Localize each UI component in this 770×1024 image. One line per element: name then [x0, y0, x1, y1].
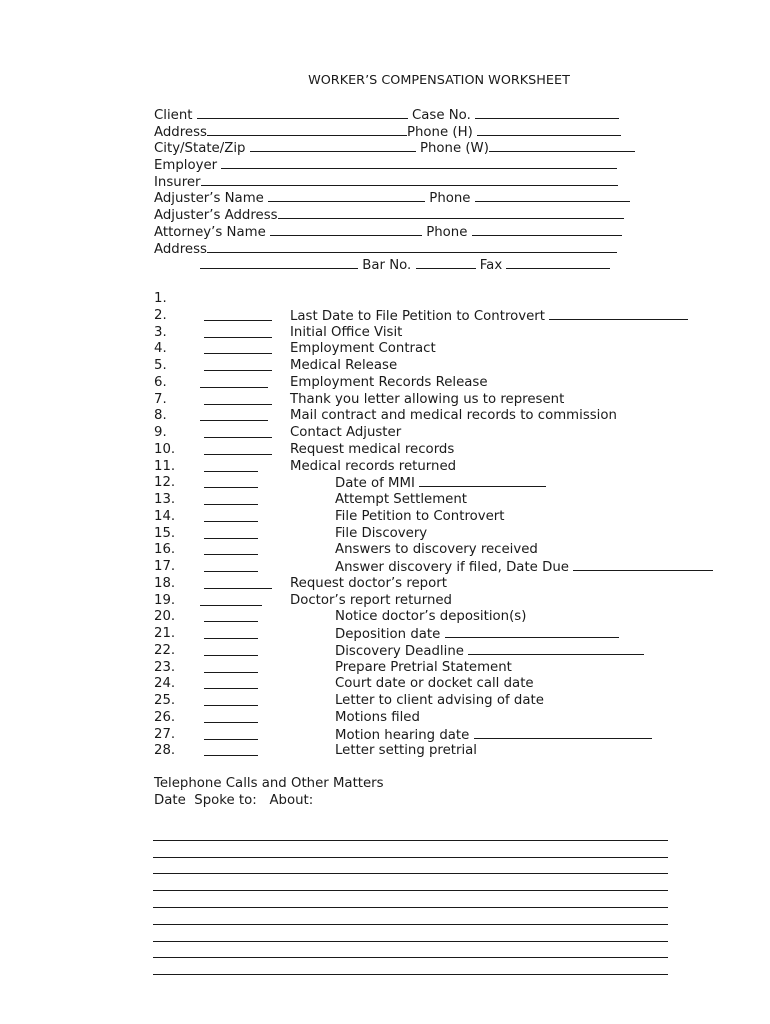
note-line[interactable] — [153, 958, 668, 975]
item-text — [335, 626, 619, 642]
address-label: Address — [154, 124, 207, 140]
item-label: Employment Records Release — [290, 374, 488, 390]
item-date-field[interactable] — [474, 727, 652, 739]
date-blank[interactable] — [204, 676, 258, 689]
note-line[interactable] — [153, 874, 668, 891]
client-row — [154, 107, 674, 124]
telephone-section — [154, 776, 384, 809]
item-text — [335, 475, 546, 491]
item-text — [290, 358, 397, 373]
item-number: 25. — [154, 693, 176, 708]
date-blank[interactable] — [204, 475, 258, 488]
item-label: Notice doctor’s deposition(s) — [335, 609, 527, 625]
date-blank[interactable] — [204, 308, 272, 321]
item-text — [335, 710, 420, 725]
checklist-item — [154, 727, 754, 744]
item-number: 17. — [154, 559, 176, 574]
item-text — [290, 425, 401, 440]
item-label: Request medical records — [290, 441, 455, 457]
note-line[interactable] — [153, 925, 668, 942]
item-number: 15. — [154, 525, 176, 541]
attorney-phone-field[interactable] — [472, 224, 622, 236]
checklist-item — [154, 626, 754, 643]
item-date-field[interactable] — [549, 308, 688, 320]
date-blank[interactable] — [204, 643, 258, 656]
item-text — [335, 743, 477, 758]
item-label: File Petition to Controvert — [335, 508, 505, 524]
insurer-row — [154, 174, 674, 191]
date-blank[interactable] — [204, 492, 258, 505]
item-text — [335, 693, 544, 708]
item-label: Medical Release — [290, 358, 398, 373]
date-blank[interactable] — [204, 509, 258, 522]
item-number: 14. — [154, 508, 176, 524]
item-text — [290, 576, 447, 591]
checklist-item — [154, 609, 754, 626]
item-text — [335, 509, 504, 524]
item-number: 3. — [154, 324, 167, 340]
item-text — [335, 609, 526, 624]
item-number: 22. — [154, 642, 176, 658]
item-text — [335, 727, 652, 743]
date-column-label: Date — [154, 792, 186, 808]
item-label: Employment Contract — [290, 341, 436, 357]
employer-label: Employer — [154, 158, 218, 174]
date-blank[interactable] — [204, 341, 272, 354]
adjuster-phone-field[interactable] — [475, 190, 630, 202]
checklist-item — [154, 559, 754, 576]
item-text — [335, 492, 467, 507]
checklist-item — [154, 375, 754, 392]
item-number: 13. — [154, 492, 176, 507]
item-date-field[interactable] — [419, 475, 546, 487]
checklist-item — [154, 509, 754, 526]
checklist — [154, 291, 754, 760]
item-text — [335, 542, 538, 557]
item-number: 20. — [154, 609, 176, 625]
date-blank[interactable] — [204, 526, 258, 539]
client-label: Client — [154, 108, 193, 123]
date-blank[interactable] — [204, 392, 272, 405]
item-label: Contact Adjuster — [290, 425, 402, 440]
date-blank[interactable] — [200, 375, 268, 388]
item-text — [335, 660, 512, 675]
date-blank[interactable] — [204, 425, 272, 438]
adjuster-address-label: Adjuster’s Address — [154, 208, 278, 224]
attorney-name-field[interactable] — [270, 224, 422, 236]
item-text — [290, 341, 436, 356]
item-date-field[interactable] — [468, 643, 644, 655]
item-number: 12. — [154, 475, 176, 491]
employer-row — [154, 157, 674, 174]
telephone-lines — [153, 824, 668, 975]
bar-line-field[interactable] — [200, 257, 358, 269]
bar-fax-row — [154, 257, 674, 274]
item-number: 28. — [154, 743, 176, 759]
item-label: Letter setting pretrial — [335, 743, 477, 759]
spoke-column-label: Spoke to: — [194, 792, 257, 808]
item-text — [290, 375, 488, 390]
item-label: Attempt Settlement — [335, 492, 468, 507]
item-number: 27. — [154, 726, 176, 742]
item-number: 11. — [154, 458, 176, 474]
fax-field[interactable] — [506, 257, 610, 269]
city-field[interactable] — [250, 140, 416, 152]
adjuster-name-field[interactable] — [268, 190, 425, 202]
date-blank[interactable] — [204, 542, 258, 555]
telephone-columns — [154, 793, 384, 810]
note-line[interactable] — [153, 841, 668, 858]
item-label: Date of MMI — [335, 476, 415, 492]
item-label: Doctor’s report returned — [290, 592, 452, 608]
adjuster-name-label: Adjuster’s Name — [154, 191, 264, 207]
checklist-item — [154, 341, 754, 358]
header-fields — [154, 107, 674, 274]
date-blank[interactable] — [204, 442, 272, 455]
date-blank[interactable] — [204, 358, 272, 371]
item-number: 8. — [154, 408, 167, 424]
checklist-item — [154, 492, 754, 509]
bar-no-field[interactable] — [416, 257, 476, 269]
item-label: Last Date to File Petition to Controvert — [290, 308, 545, 324]
item-label: Answer discovery if filed, Date Due — [335, 560, 569, 575]
checklist-item — [154, 542, 754, 559]
item-number: 5. — [154, 358, 167, 373]
item-label: Mail contract and medical records to commission — [290, 408, 617, 424]
checklist-item — [154, 526, 754, 543]
phone-h-field[interactable] — [477, 124, 621, 136]
phone-w-field[interactable] — [489, 140, 635, 152]
item-label: Medical records returned — [290, 458, 457, 474]
checklist-item — [154, 743, 754, 760]
item-label: File Discovery — [335, 525, 428, 541]
item-number: 19. — [154, 592, 176, 608]
attorney-address-field[interactable] — [207, 241, 617, 253]
checklist-item — [154, 576, 754, 593]
item-label: Court date or docket call date — [335, 676, 534, 692]
item-number: 21. — [154, 626, 176, 641]
date-blank[interactable] — [204, 660, 258, 673]
date-blank[interactable] — [204, 609, 258, 622]
date-blank[interactable] — [204, 710, 258, 723]
item-number: 24. — [154, 676, 176, 692]
date-blank[interactable] — [200, 593, 262, 606]
checklist-item — [154, 693, 754, 710]
checklist-item — [154, 325, 754, 342]
item-text — [290, 459, 456, 474]
date-blank[interactable] — [204, 727, 258, 740]
checklist-item — [154, 710, 754, 727]
item-number: 10. — [154, 441, 176, 457]
adjuster-address-field[interactable] — [278, 207, 624, 219]
item-number: 9. — [154, 425, 167, 440]
phone-w-label: Phone (W) — [419, 141, 489, 157]
address-field[interactable] — [207, 124, 407, 136]
client-field[interactable] — [197, 107, 408, 119]
page-title: WORKER’S COMPENSATION WORKSHEET — [308, 73, 570, 88]
bar-no-label: Bar No. — [362, 258, 412, 274]
checklist-item — [154, 392, 754, 409]
item-label: Letter to client advising of date — [335, 693, 544, 708]
insurer-field[interactable] — [201, 174, 618, 186]
attorney-address-row — [154, 241, 674, 258]
checklist-item — [154, 643, 754, 660]
item-text — [335, 559, 713, 575]
checklist-item — [154, 459, 754, 476]
fax-label: Fax — [479, 258, 503, 274]
item-date-field[interactable] — [445, 626, 619, 638]
phone-h-label: Phone (H) — [406, 124, 473, 140]
date-blank[interactable] — [204, 743, 258, 756]
checklist-item — [154, 358, 754, 375]
checklist-item — [154, 442, 754, 459]
note-line[interactable] — [153, 908, 668, 925]
item-text — [290, 392, 564, 407]
checklist-item — [154, 593, 754, 610]
item-number: 18. — [154, 575, 176, 591]
note-line[interactable] — [153, 858, 668, 875]
adjuster-address-row — [154, 207, 674, 224]
item-label: Motion hearing date — [335, 727, 470, 743]
checklist-item — [154, 660, 754, 677]
item-text — [290, 308, 688, 324]
item-number: 16. — [154, 542, 176, 558]
attorney-phone-label: Phone — [426, 224, 468, 240]
item-number: 2. — [154, 307, 167, 323]
date-blank[interactable] — [204, 325, 272, 338]
item-number: 26. — [154, 709, 176, 725]
item-text — [290, 325, 402, 340]
city-label: City/State/Zip — [154, 141, 246, 157]
attorney-name-row — [154, 224, 674, 241]
date-blank[interactable] — [204, 626, 258, 639]
insurer-label: Insurer — [154, 174, 201, 190]
checklist-item — [154, 291, 754, 308]
about-column-label: About: — [269, 792, 314, 808]
item-label: Motions filed — [335, 709, 420, 725]
date-blank[interactable] — [204, 459, 258, 472]
checklist-item — [154, 475, 754, 492]
item-number: 6. — [154, 374, 167, 390]
telephone-heading: Telephone Calls and Other Matters — [154, 776, 384, 791]
item-text — [290, 408, 617, 423]
item-label: Answers to discovery received — [335, 542, 538, 558]
note-line[interactable] — [153, 942, 668, 959]
checklist-item — [154, 308, 754, 325]
case-no-label: Case No. — [411, 108, 471, 123]
date-blank[interactable] — [204, 693, 258, 706]
date-blank[interactable] — [200, 408, 268, 421]
item-number: 1. — [154, 291, 167, 306]
item-number: 4. — [154, 341, 167, 357]
item-number: 7. — [154, 391, 167, 407]
item-label: Deposition date — [335, 627, 441, 642]
item-label: Request doctor’s report — [290, 575, 447, 591]
date-blank[interactable] — [204, 559, 258, 572]
attorney-name-label: Attorney’s Name — [154, 224, 266, 240]
note-line[interactable] — [153, 891, 668, 908]
city-row — [154, 140, 674, 157]
item-text — [290, 442, 454, 457]
case-no-field[interactable] — [475, 107, 619, 119]
item-text — [335, 643, 644, 659]
adjuster-name-row — [154, 190, 674, 207]
item-text — [335, 676, 534, 691]
item-label: Initial Office Visit — [290, 324, 403, 340]
employer-field[interactable] — [221, 157, 617, 169]
note-line[interactable] — [153, 824, 668, 841]
item-date-field[interactable] — [573, 559, 713, 571]
checklist-item — [154, 676, 754, 693]
address-row — [154, 124, 674, 141]
item-label: Discovery Deadline — [335, 643, 464, 659]
item-number: 23. — [154, 659, 176, 675]
item-label: Thank you letter allowing us to represent — [290, 391, 565, 407]
item-text — [290, 593, 452, 608]
adjuster-phone-label: Phone — [429, 191, 471, 207]
attorney-address-label: Address — [154, 241, 207, 257]
item-text — [335, 526, 427, 541]
date-blank[interactable] — [204, 576, 272, 589]
checklist-item — [154, 408, 754, 425]
checklist-item — [154, 425, 754, 442]
item-label: Prepare Pretrial Statement — [335, 659, 512, 675]
